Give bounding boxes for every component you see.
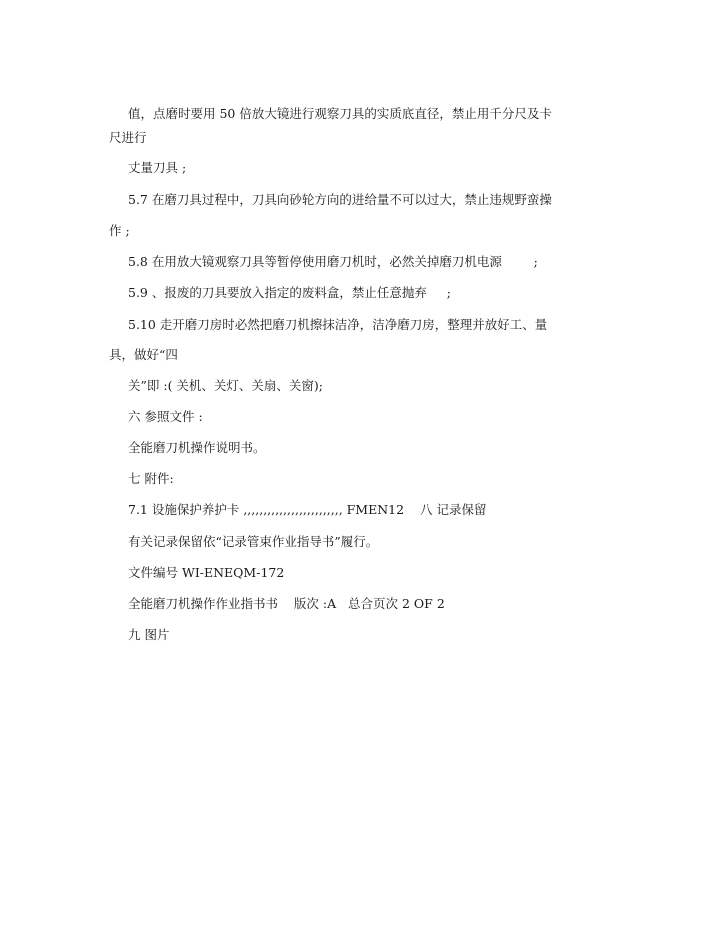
text-line: 具，做好“四 <box>109 347 178 362</box>
section-heading: 七 附件: <box>128 471 174 486</box>
text-line: 5.8 在用放大镜观察刀具等暂停使用磨刀机时，必然关掉磨刀机电源 ; <box>128 254 538 269</box>
text-line: 5.10 走开磨刀房时必然把磨刀机擦抹洁净，洁净磨刀房，整理并放好工、量 <box>128 317 548 332</box>
text-line: 值，点磨时要用 50 倍放大镜进行观察刀具的实质底直径，禁止用千分尺及卡 <box>128 106 552 121</box>
text-line: 5.7 在磨刀具过程中，刀具向砂轮方向的进给量不可以过大，禁止违规野蛮操 <box>128 192 552 207</box>
text-line: 5.9 、报废的刀具要放入指定的废料盒，禁止任意抛弃 ; <box>128 285 451 300</box>
section-heading: 六 参照文件 : <box>128 409 203 424</box>
text-line: 尺进行 <box>109 130 147 145</box>
text-line: 有关记录保留依“记录管束作业指导书”履行。 <box>128 534 379 549</box>
text-line: 7.1 设施保护养护卡 ,,,,,,,,,,,,,,,,,,,,,,,,, FMEN12 八 记录保留 <box>128 502 487 517</box>
section-heading: 九 图片 <box>128 627 170 642</box>
document-number: 文件编号 WI-ENEQM-172 <box>128 565 285 580</box>
text-line: 作 ; <box>109 223 130 238</box>
text-line: 全能磨刀机操作说明书。 <box>128 440 266 455</box>
text-line: 丈量刀具 ; <box>128 160 187 175</box>
text-line: 全能磨刀机操作作业指书书 版次 :A 总合页次 2 OF 2 <box>128 596 445 611</box>
text-line: 关”即 :( 关机、关灯、关扇、关窗); <box>128 378 324 393</box>
